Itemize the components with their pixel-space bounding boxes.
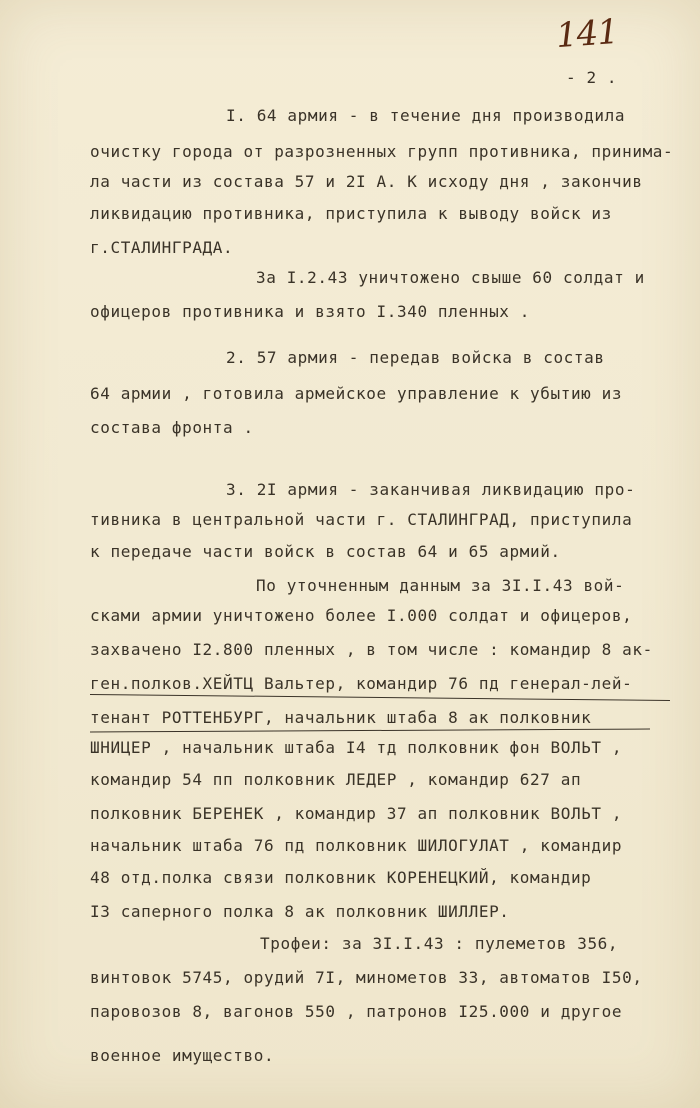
text-line: ликвидацию противника, приступила к выводу войск из	[90, 204, 612, 223]
text-line: ШНИЦЕР , начальник штаба I4 тд полковник фон ВОЛЬТ ,	[90, 738, 623, 757]
text-line: г.СТАЛИНГРАДА.	[90, 238, 234, 257]
text-line: состава фронта .	[90, 418, 254, 437]
text-line: 48 отд.полка связи полковник КОРЕНЕЦКИЙ, командир	[90, 868, 592, 887]
text-line: 3. 2I армия - заканчивая ликвидацию про-	[226, 480, 636, 499]
text-line: офицеров противника и взято I.340 пленных .	[90, 302, 531, 321]
text-line: За I.2.43 уничтожено свыше 60 солдат и	[256, 268, 645, 287]
text-line: захвачено I2.800 пленных , в том числе : командир 8 ак-	[90, 640, 653, 659]
handwritten-underline	[90, 694, 670, 701]
text-line: ген.полков.ХЕЙТЦ Вальтер, командир 76 пд генерал-лей-	[90, 674, 633, 693]
text-line: I. 64 армия - в течение дня производила	[226, 106, 626, 125]
folio-number: 141	[554, 11, 620, 57]
text-line: тивника в центральной части г. СТАЛИНГРАД, приступила	[90, 510, 633, 529]
text-line: 2. 57 армия - передав войска в состав	[226, 348, 605, 367]
handwritten-underline	[90, 729, 650, 733]
text-line: ла части из состава 57 и 2I А. К исходу дня , закончив	[90, 172, 643, 191]
text-line: тенант РОТТЕНБУРГ, начальник штаба 8 ак полковник	[90, 708, 592, 727]
text-line: винтовок 5745, орудий 7I, минометов 33, автоматов I50,	[90, 968, 643, 987]
text-line: паровозов 8, вагонов 550 , патронов I25.000 и другое	[90, 1002, 623, 1021]
text-line: I3 саперного полка 8 ак полковник ШИЛЛЕР.	[90, 902, 510, 921]
text-line: По уточненным данным за 3I.I.43 вой-	[256, 576, 625, 595]
text-line: сками армии уничтожено более I.000 солдат и офицеров,	[90, 606, 633, 625]
text-line: Трофеи: за 3I.I.43 : пулеметов 356,	[260, 934, 619, 953]
text-line: к передаче части войск в состав 64 и 65 армий.	[90, 542, 561, 561]
text-line: очистку города от разрозненных групп противника, принима-	[90, 142, 674, 161]
text-line: военное имущество.	[90, 1046, 275, 1065]
page-number: - 2 .	[566, 68, 618, 87]
text-line: полковник БЕРЕНЕК , командир 37 ап полковник ВОЛЬТ ,	[90, 804, 623, 823]
text-line: начальник штаба 76 пд полковник ШИЛОГУЛАТ , командир	[90, 836, 623, 855]
text-line: 64 армии , готовила армейское управление к убытию из	[90, 384, 623, 403]
text-line: командир 54 пп полковник ЛЕДЕР , командир 627 ап	[90, 770, 582, 789]
